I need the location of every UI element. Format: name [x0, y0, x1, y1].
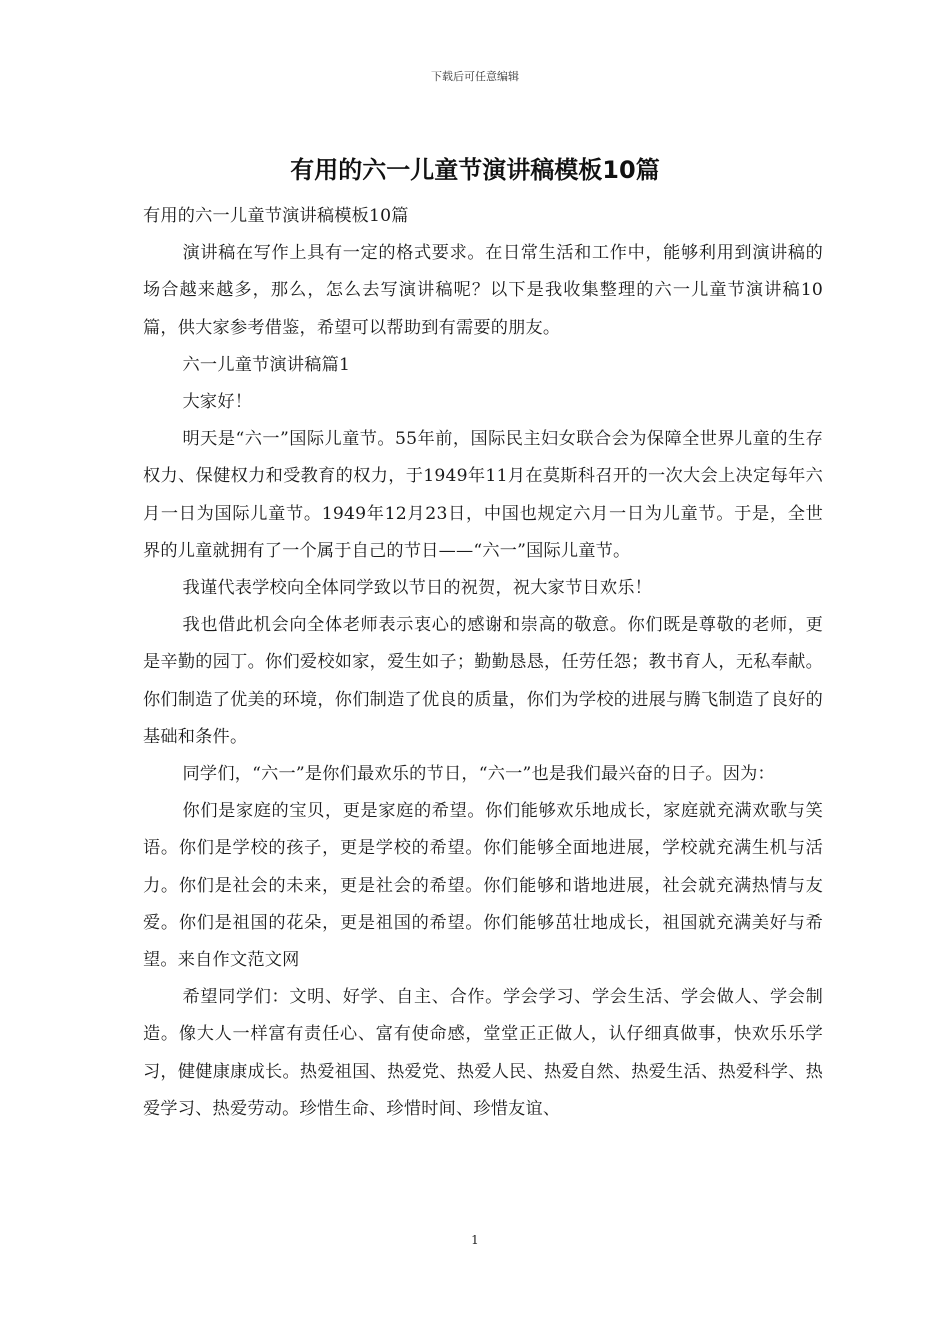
document-title: 有用的六一儿童节演讲稿模板10篇	[290, 156, 660, 184]
header-note: 下载后可任意编辑	[431, 70, 519, 83]
document-body	[143, 198, 823, 1128]
body-paragraph: 我谨代表学校向全体同学致以节日的祝贺，祝大家节日欢乐！	[182, 578, 653, 599]
page-number: 1	[471, 1233, 479, 1247]
intro-paragraph: 演讲稿在写作上具有一定的格式要求。在日常生活和工作中，能够利用到演讲稿的场合越来越多，那么，怎么去写演讲稿呢？以下是我收集整理的六一儿童节演讲稿10篇，供大家参考借鉴，希望可以帮助到有需要的朋友。	[143, 243, 823, 338]
body-paragraph: 希望同学们：文明、好学、自主、合作。学会学习、学会生活、学会做人、学会制造。像大人一样富有责任心、富有使命感，堂堂正正做人，认仔细真做事，快欢乐乐学习，健健康康成长。热爱祖国、热爱党、热爱人民、热爱自然、热爱生活、热爱科学、热爱学习、热爱劳动。珍惜生命、珍惜时间、珍惜友谊、	[143, 987, 823, 1119]
body-paragraph: 明天是“六一”国际儿童节。55年前，国际民主妇女联合会为保障全世界儿童的生存权力、保健权力和受教育的权力，于1949年11月在莫斯科召开的一次大会上决定每年六月一日为国际儿童节。1949年12月23日，中国也规定六月一日为儿童节。于是，全世界的儿童就拥有了一个属于自己的节日——“六一”国际儿童节。	[143, 429, 823, 561]
subtitle-paragraph: 有用的六一儿童节演讲稿模板10篇	[143, 206, 409, 226]
body-paragraph: 你们是家庭的宝贝，更是家庭的希望。你们能够欢乐地成长，家庭就充满欢歌与笑语。你们是学校的孩子，更是学校的希望。你们能够全面地进展，学校就充满生机与活力。你们是社会的未来，更是社会的希望。你们能够和谐地进展，社会就充满热情与友爱。你们是祖国的花朵，更是祖国的希望。你们能够茁壮地成长，祖国就充满美好与希望。来自作文范文网	[143, 801, 823, 971]
body-paragraph: 我也借此机会向全体老师表示衷心的感谢和崇高的敬意。你们既是尊敬的老师，更是辛勤的园丁。你们爱校如家，爱生如子；勤勤恳恳，任劳任怨；教书育人，无私奉献。你们制造了优美的环境，你们制造了优良的质量，你们为学校的进展与腾飞制造了良好的基础和条件。	[143, 615, 823, 747]
section-heading: 六一儿童节演讲稿篇1	[182, 354, 351, 375]
body-paragraph: 同学们，“六一”是你们最欢乐的节日，“六一”也是我们最兴奋的日子。因为：	[182, 764, 775, 785]
greeting-paragraph: 大家好！	[182, 392, 253, 413]
